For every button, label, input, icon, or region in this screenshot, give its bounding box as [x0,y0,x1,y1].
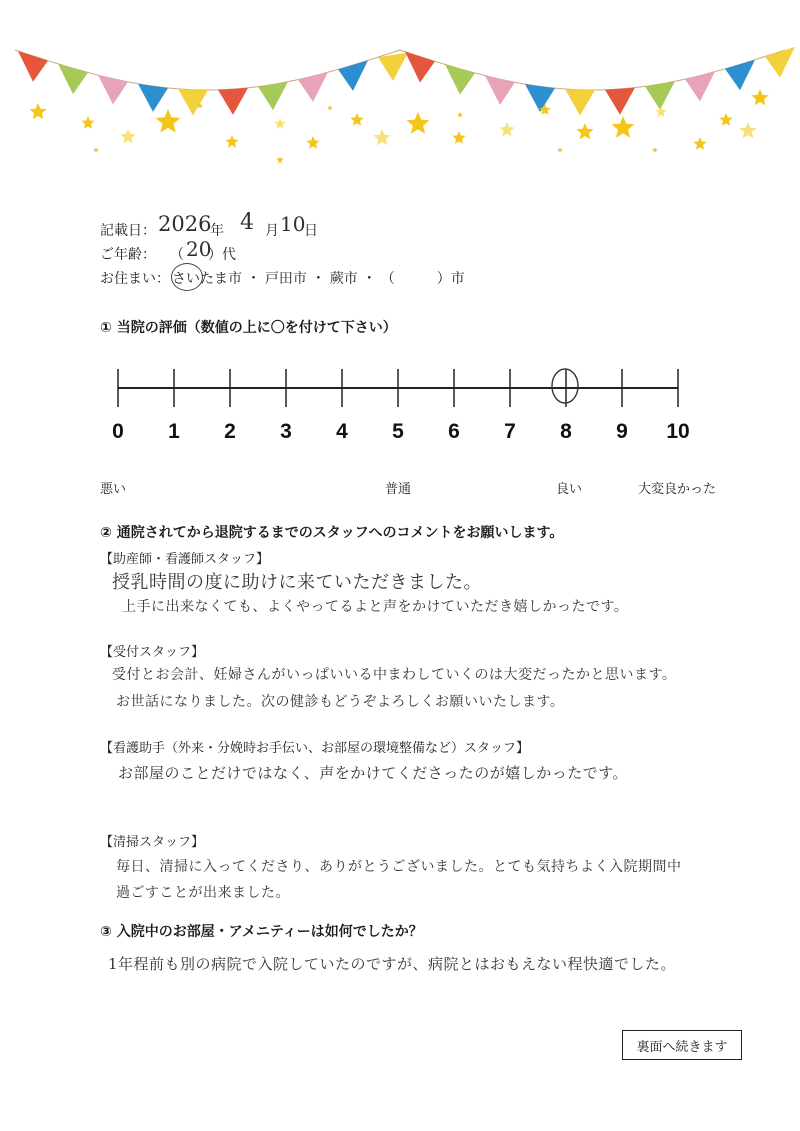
residence-options: さいたま市 ・ 戸田市 ・ 蕨市 ・ （ ）市 [172,271,465,287]
star-icon [452,131,465,144]
bunting-flag [298,72,328,102]
bunting-flag [178,89,208,116]
date-month: 4 [240,210,254,235]
scale-word-bad: 悪い [100,482,127,497]
amenity-answer: 1年程前も別の病院で入院していたのですが、病院とはおもえない程快適でした。 [108,955,677,973]
age-label: ご年齢： [100,247,156,263]
comment-cleaning-line1: 毎日、清掃に入ってくださり、ありがとうございました。とても気持ちよく入院期間中 [116,859,682,875]
star-icon [156,109,181,133]
star-icon [407,112,430,134]
bunting-flag [685,72,715,102]
star-icon [373,129,390,145]
bunting-flag [138,84,168,112]
comment-reception-line2: お世話になりました。次の健診もどうぞよろしくお願いいたします。 [116,694,565,710]
scale-number-1: 1 [168,420,180,443]
scale-number-9: 9 [616,420,628,443]
star-icon [306,136,319,149]
star-icon [327,105,333,110]
star-icon [81,116,94,129]
year-unit: 年 [210,223,224,239]
scale-number-10: 10 [666,420,690,443]
day-unit: 日 [304,223,318,239]
star-icon [576,123,593,139]
age-open-paren: （ [170,247,184,263]
star-icon [719,113,732,126]
star-icon [29,103,46,119]
bunting-flag [725,60,755,91]
scale-number-4: 4 [336,420,348,443]
comment-assistant-line1: お部屋のことだけではなく、声をかけてくださったのが嬉しかったです。 [118,764,629,782]
bunting-flag [218,88,248,115]
staff-heading-nurse: 【助産師・看護師スタッフ】 [100,552,270,567]
scale-number-8: 8 [560,420,572,443]
bunting-flag [258,82,288,110]
scale-number-5: 5 [392,420,404,443]
bunting-flag [58,64,88,94]
staff-heading-assistant: 【看護助手（外来・分娩時お手伝い、お部屋の環境整備など）スタッフ】 [100,741,530,756]
selected-rating-circle [552,369,578,403]
bunting-flag [445,64,475,94]
star-icon [120,129,135,144]
star-icon [274,118,285,129]
star-icon [693,137,706,150]
scale-number-3: 3 [280,420,292,443]
rating-scale [100,355,700,445]
bunting-flag [605,88,635,115]
star-icon [457,112,463,117]
residence-label: お住まい： [100,271,170,287]
age-value: 20 [186,237,212,261]
bunting-banner [0,0,800,170]
bunting-flag [98,75,128,104]
star-icon [93,147,99,152]
star-icon [612,116,635,138]
star-icon [739,122,756,138]
scale-word-great: 大変良かった [638,482,717,497]
section3-title: ③ 入院中のお部屋・アメニティーは如何でしたか？ [100,924,423,940]
star-icon [225,135,238,148]
scale-number-7: 7 [504,420,516,443]
month-unit: 月 [265,223,279,239]
scale-number-0: 0 [112,420,124,443]
age-close-paren: ）代 [208,247,236,263]
staff-heading-reception: 【受付スタッフ】 [100,645,205,660]
residence-selection-circle [171,263,203,291]
comment-nurse-line2: 上手に出来なくても、よくやってるよと声をかけていただき嬉しかったです。 [122,599,629,615]
star-icon [499,122,514,137]
star-icon [652,147,658,152]
scale-number-6: 6 [448,420,460,443]
star-icon [751,89,768,105]
staff-heading-cleaning: 【清掃スタッフ】 [100,835,205,850]
comment-nurse-line1: 授乳時間の度に助けに来ていただきました。 [112,572,482,593]
date-day: 10 [280,212,306,236]
comment-reception-line1: 受付とお会計、妊婦さんがいっぱいいる中まわしていくのは大変だったかと思います。 [112,667,677,683]
star-icon [557,147,563,152]
bunting-flag [565,89,595,115]
date-label: 記載日： [100,223,156,239]
bunting-flag [525,84,555,112]
star-icon [350,113,363,126]
section2-title: ② 通院されてから退院するまでのスタッフへのコメントをお願いします。 [100,525,564,541]
comment-cleaning-line2: 過ごすことが出来ました。 [116,885,290,901]
scale-number-2: 2 [224,420,236,443]
star-icon [276,156,284,163]
bunting-flag [485,76,515,105]
bunting-flag [338,60,368,91]
scale-word-good: 良い [556,482,583,497]
scale-word-normal: 普通 [385,482,412,497]
date-year: 2026 [158,212,212,236]
continue-on-back-box: 裏面へ続きます [622,1030,742,1060]
bunting-flag [378,53,408,81]
star-icon [655,106,666,117]
section1-title: ① 当院の評価（数値の上に〇を付けて下さい） [100,320,397,336]
